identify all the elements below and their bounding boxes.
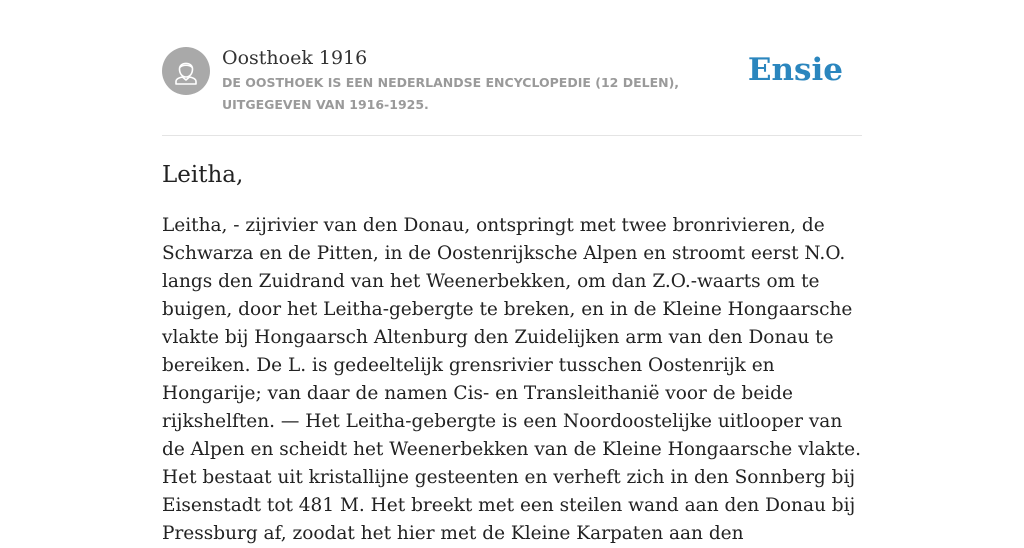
divider (162, 135, 862, 136)
source-description: DE OOSTHOEK IS EEN NEDERLANDSE ENCYCLOPEDIE (12 DELEN), UITGEGEVEN VAN 1916-1925. (222, 75, 680, 112)
brand-logo[interactable]: Ensie (747, 52, 843, 88)
user-placeholder-icon[interactable] (162, 47, 210, 95)
source-header (162, 42, 862, 136)
entry-body: Leitha, - zijrivier van den Donau, ontspringt met twee bronrivieren, de Schwarza en de Pitten, in de Oostenrijksche Alpen en stroomt eerst N.O. langs den Zuidrand van het Weenerbekken, om dan Z.O.-waarts om te buigen, door het Leitha-gebergte te breken, en in de Kleine Hongaarsche vlakte bij Hongaarsch Altenburg den Zuidelijken arm van den Donau te bereiken. De L. is gedeeltelijk grensrivier tusschen Oostenrijk en Hongarije; van daar de namen Cis- en Transleithanië voor de beide rijkshelften. — Het Leitha-gebergte is een Noordoostelijke uitlooper van de Alpen en scheidt het Weenerbekken van de Kleine Hongaarsche vlakte. Het bestaat uit kristallijne gesteenten en verheft zich in den Sonnberg bij Eisenstadt tot 481 M. Het breekt met een steilen wand aan den Donau bij Pressburg af, zoodat het hier met de Kleine Karpaten aan den (162, 215, 862, 544)
entry-title: Leitha, (162, 162, 244, 188)
source-title[interactable]: Oosthoek 1916 (222, 47, 368, 69)
